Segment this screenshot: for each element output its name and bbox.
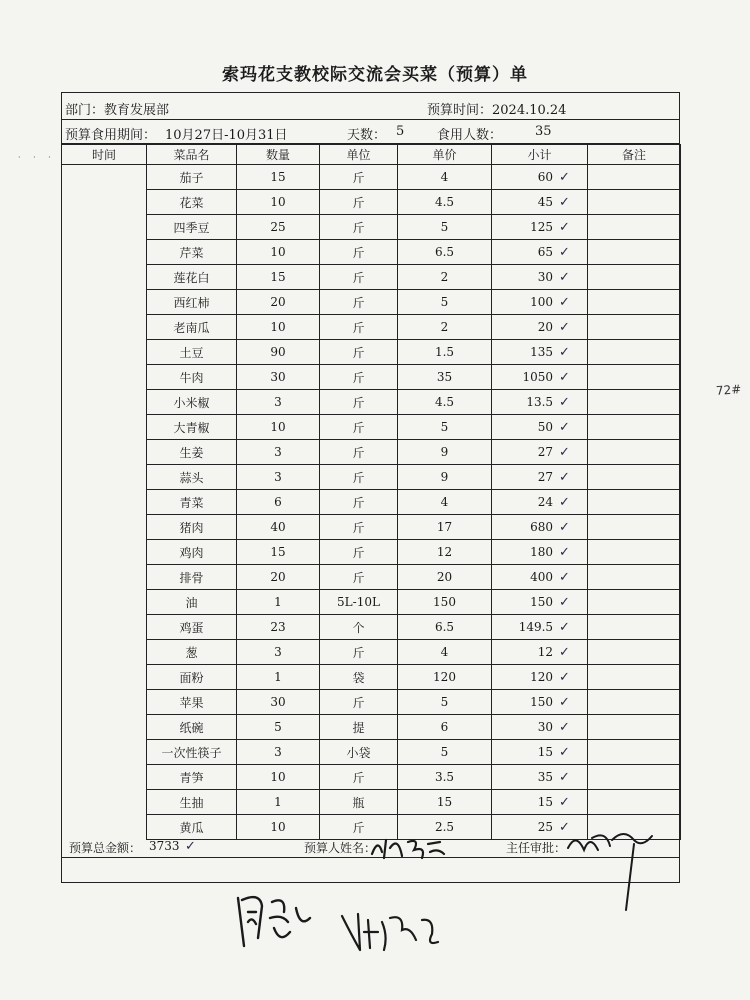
director-label: 主任审批： (506, 841, 567, 855)
table-row (62, 215, 681, 240)
table-row (62, 665, 681, 690)
check-mark: ✓ (559, 769, 570, 785)
subtotal-value: 135 (530, 344, 554, 359)
qty-cell: 3 (237, 640, 320, 665)
unit-cell: 斤 (320, 290, 398, 315)
col-header-time: 时间 (62, 145, 147, 165)
remark-cell (588, 790, 681, 815)
department-row (61, 92, 680, 120)
time-cell (62, 565, 147, 590)
check-mark: ✓ (559, 169, 570, 185)
table-row (62, 640, 681, 665)
total-label: 预算总金额： (69, 841, 142, 855)
check-mark: ✓ (559, 419, 570, 435)
subtotal-value: 60 (537, 169, 554, 184)
item-name-cell: 生抽 (147, 790, 237, 815)
subtotal-cell (492, 415, 588, 440)
subtotal-value: 24 (537, 494, 554, 509)
item-name-cell: 小米椒 (147, 390, 237, 415)
check-mark: ✓ (559, 494, 570, 510)
table-row (62, 440, 681, 465)
item-name-cell: 面粉 (147, 665, 237, 690)
total-check-mark: ✓ (185, 839, 196, 854)
subtotal-value: 65 (537, 244, 554, 259)
unit-cell: 斤 (320, 165, 398, 190)
remark-cell (588, 465, 681, 490)
time-cell (62, 740, 147, 765)
days-label: 天数： (347, 128, 387, 143)
qty-cell: 20 (237, 565, 320, 590)
qty-cell: 30 (237, 690, 320, 715)
table-row (62, 190, 681, 215)
qty-cell: 5 (237, 715, 320, 740)
check-mark: ✓ (559, 444, 570, 460)
subtotal-value: 1050 (522, 369, 554, 384)
subtotal-value: 13.5 (526, 394, 554, 409)
qty-cell: 15 (237, 165, 320, 190)
subtotal-value: 27 (537, 469, 554, 484)
check-mark: ✓ (559, 369, 570, 385)
remark-cell (588, 615, 681, 640)
qty-cell: 1 (237, 790, 320, 815)
time-cell (62, 215, 147, 240)
subtotal-value: 400 (530, 569, 554, 584)
check-mark: ✓ (559, 244, 570, 260)
time-cell (62, 540, 147, 565)
approval-signature (338, 906, 448, 956)
subtotal-cell (492, 365, 588, 390)
item-name-cell: 鸡蛋 (147, 615, 237, 640)
time-cell (62, 590, 147, 615)
qty-cell: 3 (237, 465, 320, 490)
qty-cell: 20 (237, 290, 320, 315)
time-cell (62, 490, 147, 515)
col-header-remark: 备注 (588, 145, 681, 165)
time-cell (62, 415, 147, 440)
unit-cell: 斤 (320, 490, 398, 515)
document-title: 索玛花支教校际交流会买菜（预算）单 (222, 65, 528, 85)
margin-marks: · · · (18, 153, 56, 162)
remark-cell (588, 690, 681, 715)
unit-cell: 斤 (320, 315, 398, 340)
unit-cell: 提 (320, 715, 398, 740)
check-mark: ✓ (559, 794, 570, 810)
time-cell (62, 190, 147, 215)
col-header-subtotal: 小计 (492, 145, 588, 165)
time-cell (62, 340, 147, 365)
remark-cell (588, 665, 681, 690)
subtotal-cell (492, 165, 588, 190)
subtotal-cell (492, 515, 588, 540)
subtotal-value: 149.5 (518, 619, 554, 634)
subtotal-cell (492, 565, 588, 590)
item-name-cell: 苹果 (147, 690, 237, 715)
check-mark: ✓ (559, 519, 570, 535)
subtotal-cell (492, 740, 588, 765)
table-row (62, 690, 681, 715)
unit-cell: 5L-10L (320, 590, 398, 615)
table-row (62, 765, 681, 790)
qty-cell: 10 (237, 765, 320, 790)
period-value: 10月27日-10月31日 (165, 128, 288, 143)
table-row (62, 390, 681, 415)
price-cell: 6 (398, 715, 492, 740)
subtotal-value: 20 (537, 319, 554, 334)
qty-cell: 6 (237, 490, 320, 515)
people-label: 食用人数： (437, 128, 503, 143)
table-row (62, 615, 681, 640)
unit-cell: 斤 (320, 340, 398, 365)
unit-cell: 斤 (320, 240, 398, 265)
price-cell: 9 (398, 440, 492, 465)
price-cell: 5 (398, 415, 492, 440)
col-header-unit: 单位 (320, 145, 398, 165)
table-row (62, 240, 681, 265)
price-cell: 15 (398, 790, 492, 815)
remark-cell (588, 765, 681, 790)
check-mark: ✓ (559, 744, 570, 760)
remark-cell (588, 215, 681, 240)
subtotal-cell (492, 590, 588, 615)
table-row (62, 790, 681, 815)
subtotal-cell (492, 215, 588, 240)
check-mark: ✓ (559, 669, 570, 685)
subtotal-cell (492, 615, 588, 640)
unit-cell: 斤 (320, 390, 398, 415)
price-cell: 35 (398, 365, 492, 390)
subtotal-cell (492, 540, 588, 565)
table-row (62, 540, 681, 565)
price-cell: 20 (398, 565, 492, 590)
check-mark: ✓ (559, 619, 570, 635)
unit-cell: 斤 (320, 440, 398, 465)
item-name-cell: 青笋 (147, 765, 237, 790)
subtotal-value: 30 (537, 719, 554, 734)
price-cell: 5 (398, 290, 492, 315)
remark-cell (588, 640, 681, 665)
subtotal-value: 15 (537, 744, 554, 759)
period-row (61, 120, 680, 144)
item-name-cell: 黄瓜 (147, 815, 237, 840)
budget-time-label: 预算时间：2024.10.24 (427, 103, 567, 118)
qty-cell: 3 (237, 390, 320, 415)
remark-cell (588, 290, 681, 315)
col-header-qty: 数量 (237, 145, 320, 165)
time-cell (62, 290, 147, 315)
qty-cell: 23 (237, 615, 320, 640)
check-mark: ✓ (559, 719, 570, 735)
remark-cell (588, 315, 681, 340)
subtotal-cell (492, 315, 588, 340)
subtotal-value: 150 (530, 594, 554, 609)
item-name-cell: 西红柿 (147, 290, 237, 315)
table-row (62, 315, 681, 340)
unit-cell: 斤 (320, 265, 398, 290)
item-name-cell: 蒜头 (147, 465, 237, 490)
unit-cell: 斤 (320, 515, 398, 540)
subtotal-value: 25 (537, 819, 554, 834)
subtotal-cell (492, 440, 588, 465)
qty-cell: 10 (237, 415, 320, 440)
unit-cell: 小袋 (320, 740, 398, 765)
price-cell: 4 (398, 490, 492, 515)
subtotal-value: 680 (530, 519, 554, 534)
subtotal-value: 150 (530, 694, 554, 709)
time-cell (62, 440, 147, 465)
subtotal-value: 27 (537, 444, 554, 459)
unit-cell: 斤 (320, 640, 398, 665)
item-name-cell: 青菜 (147, 490, 237, 515)
remark-cell (588, 565, 681, 590)
table-row (62, 165, 681, 190)
remark-cell (588, 740, 681, 765)
check-mark: ✓ (559, 394, 570, 410)
item-name-cell: 茄子 (147, 165, 237, 190)
subtotal-value: 45 (537, 194, 554, 209)
remark-cell (588, 715, 681, 740)
table-row (62, 590, 681, 615)
remark-cell (588, 365, 681, 390)
check-mark: ✓ (559, 294, 570, 310)
price-cell: 17 (398, 515, 492, 540)
unit-cell: 斤 (320, 415, 398, 440)
qty-cell: 10 (237, 315, 320, 340)
check-mark: ✓ (559, 594, 570, 610)
table-row (62, 265, 681, 290)
check-mark: ✓ (559, 694, 570, 710)
subtotal-cell (492, 790, 588, 815)
qty-cell: 90 (237, 340, 320, 365)
table-row (62, 565, 681, 590)
check-mark: ✓ (559, 219, 570, 235)
remark-cell (588, 540, 681, 565)
items-table (61, 144, 681, 840)
subtotal-cell (492, 265, 588, 290)
remark-cell (588, 265, 681, 290)
time-cell (62, 390, 147, 415)
subtotal-value: 120 (530, 669, 554, 684)
check-mark: ✓ (559, 269, 570, 285)
unit-cell: 斤 (320, 540, 398, 565)
item-name-cell: 牛肉 (147, 365, 237, 390)
qty-cell: 25 (237, 215, 320, 240)
subtotal-value: 12 (537, 644, 554, 659)
item-name-cell: 纸碗 (147, 715, 237, 740)
days-value: 5 (396, 124, 405, 139)
check-mark: ✓ (559, 819, 570, 835)
people-value: 35 (535, 124, 552, 139)
remark-cell (588, 165, 681, 190)
subtotal-value: 15 (537, 794, 554, 809)
time-cell (62, 790, 147, 815)
check-mark: ✓ (559, 544, 570, 560)
table-row (62, 365, 681, 390)
subtotal-value: 50 (537, 419, 554, 434)
remark-cell (588, 415, 681, 440)
time-cell (62, 365, 147, 390)
unit-cell: 瓶 (320, 790, 398, 815)
item-name-cell: 生姜 (147, 440, 237, 465)
remark-cell (588, 440, 681, 465)
subtotal-cell (492, 690, 588, 715)
item-name-cell: 油 (147, 590, 237, 615)
remark-cell (588, 515, 681, 540)
subtotal-cell (492, 190, 588, 215)
item-name-cell: 四季豆 (147, 215, 237, 240)
subtotal-cell (492, 240, 588, 265)
unit-cell: 斤 (320, 565, 398, 590)
budget-person-signature (368, 834, 448, 862)
unit-cell: 斤 (320, 765, 398, 790)
unit-cell: 斤 (320, 465, 398, 490)
check-mark: ✓ (559, 469, 570, 485)
time-cell (62, 515, 147, 540)
price-cell: 2.5 (398, 815, 492, 840)
col-header-item: 菜品名 (147, 145, 237, 165)
table-row (62, 290, 681, 315)
subtotal-cell (492, 715, 588, 740)
price-cell: 6.5 (398, 615, 492, 640)
time-cell (62, 715, 147, 740)
remark-cell (588, 340, 681, 365)
total-value: 3733 (149, 839, 180, 853)
unit-cell: 斤 (320, 365, 398, 390)
table-row (62, 515, 681, 540)
price-cell: 3.5 (398, 765, 492, 790)
remark-cell (588, 590, 681, 615)
item-name-cell: 鸡肉 (147, 540, 237, 565)
department-label: 部门：教育发展部 (65, 103, 170, 118)
item-name-cell: 土豆 (147, 340, 237, 365)
check-mark: ✓ (559, 319, 570, 335)
price-cell: 1.5 (398, 340, 492, 365)
unit-cell: 袋 (320, 665, 398, 690)
qty-cell: 1 (237, 665, 320, 690)
qty-cell: 10 (237, 190, 320, 215)
subtotal-value: 35 (537, 769, 554, 784)
price-cell: 4 (398, 165, 492, 190)
price-cell: 2 (398, 265, 492, 290)
remark-cell (588, 190, 681, 215)
qty-cell: 30 (237, 365, 320, 390)
director-signature (562, 826, 662, 916)
item-name-cell: 一次性筷子 (147, 740, 237, 765)
qty-cell: 15 (237, 540, 320, 565)
qty-cell: 10 (237, 815, 320, 840)
qty-cell: 15 (237, 265, 320, 290)
table-row (62, 340, 681, 365)
item-name-cell: 老南瓜 (147, 315, 237, 340)
price-cell: 120 (398, 665, 492, 690)
subtotal-value: 30 (537, 269, 554, 284)
subtotal-cell (492, 665, 588, 690)
table-row (62, 715, 681, 740)
table-header-row (62, 145, 681, 165)
remark-cell (588, 390, 681, 415)
item-name-cell: 莲花白 (147, 265, 237, 290)
col-header-price: 单价 (398, 145, 492, 165)
check-mark: ✓ (559, 569, 570, 585)
time-cell (62, 690, 147, 715)
time-cell (62, 315, 147, 340)
table-row (62, 490, 681, 515)
subtotal-value: 125 (530, 219, 554, 234)
approval-note-handwritten (230, 888, 320, 952)
qty-cell: 3 (237, 440, 320, 465)
time-cell (62, 640, 147, 665)
qty-cell: 3 (237, 740, 320, 765)
time-cell (62, 615, 147, 640)
subtotal-cell (492, 340, 588, 365)
unit-cell: 个 (320, 615, 398, 640)
time-cell (62, 765, 147, 790)
unit-cell: 斤 (320, 190, 398, 215)
price-cell: 9 (398, 465, 492, 490)
price-cell: 5 (398, 740, 492, 765)
side-note-handwritten: 72# (715, 382, 742, 398)
remark-cell (588, 490, 681, 515)
item-name-cell: 排骨 (147, 565, 237, 590)
item-name-cell: 猪肉 (147, 515, 237, 540)
time-cell (62, 665, 147, 690)
period-label: 预算食用期间： (65, 128, 157, 143)
price-cell: 6.5 (398, 240, 492, 265)
subtotal-cell (492, 465, 588, 490)
price-cell: 150 (398, 590, 492, 615)
subtotal-cell (492, 290, 588, 315)
remark-cell (588, 240, 681, 265)
price-cell: 4 (398, 640, 492, 665)
item-name-cell: 芹菜 (147, 240, 237, 265)
check-mark: ✓ (559, 194, 570, 210)
table-row (62, 465, 681, 490)
time-cell (62, 465, 147, 490)
qty-cell: 40 (237, 515, 320, 540)
price-cell: 12 (398, 540, 492, 565)
item-name-cell: 花菜 (147, 190, 237, 215)
item-name-cell: 葱 (147, 640, 237, 665)
subtotal-cell (492, 490, 588, 515)
time-cell (62, 165, 147, 190)
subtotal-cell (492, 390, 588, 415)
unit-cell: 斤 (320, 690, 398, 715)
price-cell: 4.5 (398, 390, 492, 415)
subtotal-cell (492, 765, 588, 790)
price-cell: 5 (398, 690, 492, 715)
time-cell (62, 265, 147, 290)
budget-person-label: 预算人姓名： (304, 841, 377, 855)
qty-cell: 1 (237, 590, 320, 615)
item-name-cell: 大青椒 (147, 415, 237, 440)
check-mark: ✓ (559, 644, 570, 660)
price-cell: 5 (398, 215, 492, 240)
table-row (62, 415, 681, 440)
table-row (62, 740, 681, 765)
price-cell: 2 (398, 315, 492, 340)
subtotal-value: 180 (530, 544, 554, 559)
qty-cell: 10 (237, 240, 320, 265)
price-cell: 4.5 (398, 190, 492, 215)
time-cell (62, 240, 147, 265)
unit-cell: 斤 (320, 815, 398, 840)
unit-cell: 斤 (320, 215, 398, 240)
subtotal-value: 100 (530, 294, 554, 309)
subtotal-cell (492, 640, 588, 665)
check-mark: ✓ (559, 344, 570, 360)
